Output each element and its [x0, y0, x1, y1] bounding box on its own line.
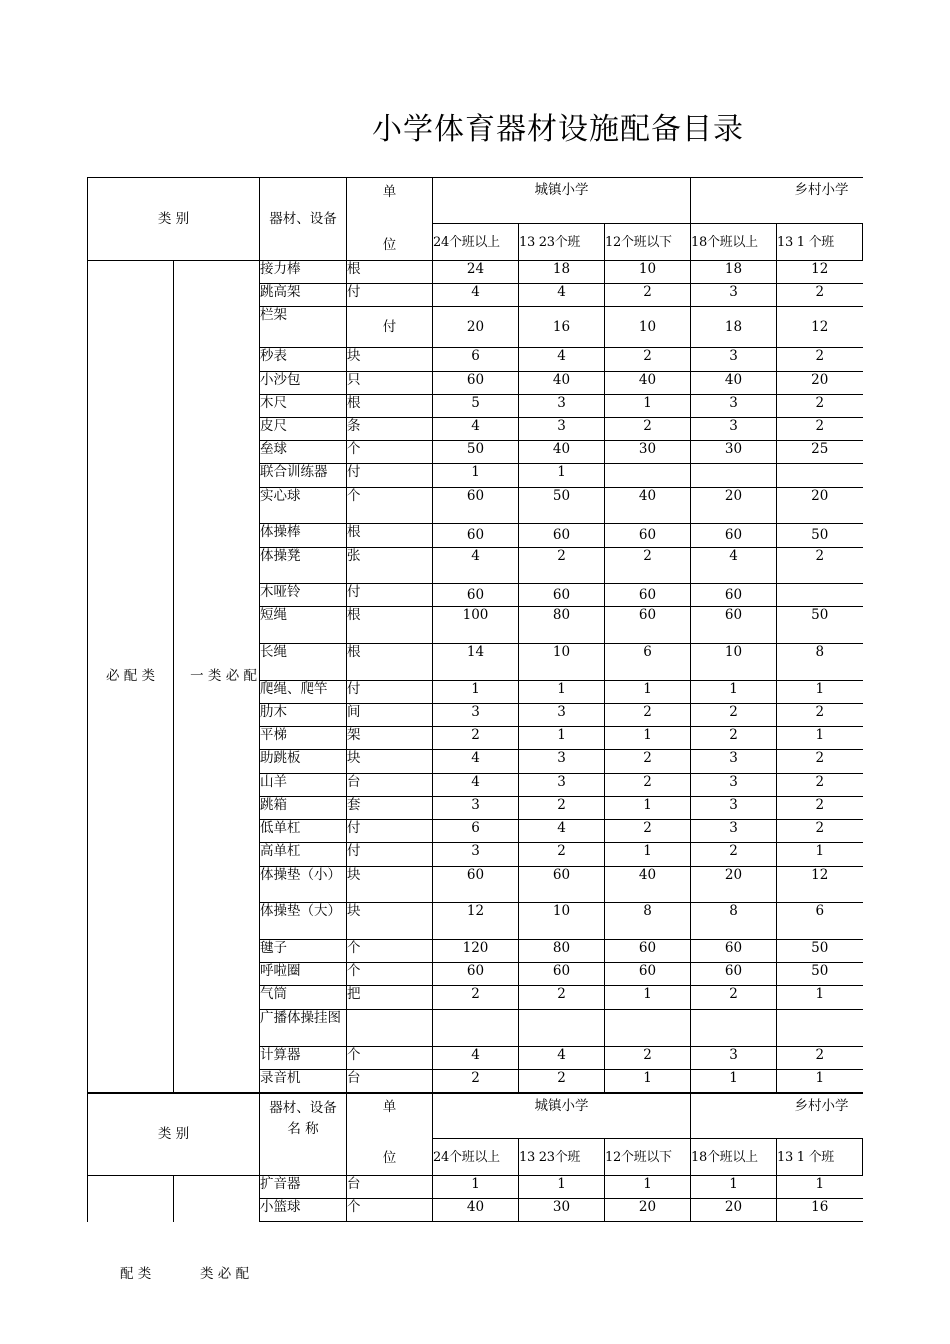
equipment-unit [347, 1010, 433, 1047]
subheader-urban-24: 24个班以上 [433, 224, 519, 261]
qty-rural-13: 12 [777, 867, 863, 903]
qty-urban-13-23: 2 [519, 1070, 605, 1093]
equipment-name: 秒表 [260, 348, 347, 372]
equipment-unit: 间 [347, 704, 433, 727]
equipment-unit: 付 [347, 284, 433, 307]
header2-equipment [260, 1094, 347, 1176]
equipment-unit: 个 [347, 963, 433, 986]
qty-urban-13-23: 1 [519, 464, 605, 488]
qty-urban-24: 2 [433, 727, 519, 750]
equipment-name: 呼啦圈 [260, 963, 347, 986]
qty-rural-18: 1 [691, 681, 777, 704]
qty-rural-18: 4 [691, 548, 777, 584]
qty-urban-12: 1 [605, 1070, 691, 1093]
qty-rural-13: 20 [777, 488, 863, 524]
qty-urban-24: 3 [433, 797, 519, 820]
category-main-cell [88, 1176, 174, 1222]
qty-urban-24: 60 [433, 488, 519, 524]
equipment-name: 广播体操挂图 [260, 1010, 347, 1047]
qty-urban-13-23: 40 [519, 372, 605, 395]
equipment-name: 扩音器 [260, 1176, 347, 1199]
qty-rural-13: 6 [777, 903, 863, 940]
qty-urban-13-23: 3 [519, 704, 605, 727]
equipment-name: 跳箱 [260, 797, 347, 820]
qty-rural-18: 3 [691, 418, 777, 441]
footer-label-right: 类 必 配 [200, 1266, 250, 1282]
header2-category: 类 别 [88, 1094, 260, 1176]
equipment-name: 接力棒 [260, 261, 347, 284]
qty-urban-24: 60 [433, 584, 519, 607]
subheader-urban-12: 12个班以下 [605, 224, 691, 261]
qty-rural-18: 3 [691, 797, 777, 820]
qty-urban-24: 4 [433, 1047, 519, 1070]
qty-urban-12: 60 [605, 940, 691, 963]
equipment-name: 短绳 [260, 607, 347, 644]
qty-urban-13-23: 2 [519, 843, 605, 867]
equipment-unit: 套 [347, 797, 433, 820]
page-title: 小学体育器材设施配备目录 [372, 112, 744, 147]
qty-rural-13: 12 [777, 307, 863, 348]
equipment-unit: 只 [347, 372, 433, 395]
qty-rural-18: 2 [691, 704, 777, 727]
equipment-name: 实心球 [260, 488, 347, 524]
qty-urban-24: 120 [433, 940, 519, 963]
qty-urban-12 [605, 1010, 691, 1047]
equipment-name: 体操棒 [260, 524, 347, 548]
qty-urban-13-23: 60 [519, 963, 605, 986]
header2-urban: 城镇小学 [433, 1094, 691, 1139]
equipment-unit: 块 [347, 348, 433, 372]
equipment-name: 木尺 [260, 395, 347, 418]
qty-urban-24: 4 [433, 548, 519, 584]
qty-rural-18: 18 [691, 307, 777, 348]
qty-rural-13: 20 [777, 372, 863, 395]
equipment-unit: 付 [347, 843, 433, 867]
equipment-name: 录音机 [260, 1070, 347, 1093]
qty-urban-12: 1 [605, 681, 691, 704]
qty-urban-24: 60 [433, 372, 519, 395]
qty-rural-13: 2 [777, 348, 863, 372]
qty-urban-12: 8 [605, 903, 691, 940]
qty-rural-13: 2 [777, 548, 863, 584]
qty-urban-13-23: 18 [519, 261, 605, 284]
qty-rural-18: 8 [691, 903, 777, 940]
qty-rural-13: 50 [777, 963, 863, 986]
equipment-unit: 个 [347, 1199, 433, 1222]
qty-rural-13: 12 [777, 261, 863, 284]
qty-urban-13-23: 3 [519, 418, 605, 441]
qty-urban-12: 2 [605, 348, 691, 372]
qty-rural-18 [691, 1010, 777, 1047]
qty-urban-12: 20 [605, 1199, 691, 1222]
qty-urban-13-23: 80 [519, 607, 605, 644]
equipment-unit: 台 [347, 1176, 433, 1199]
qty-urban-12: 1 [605, 986, 691, 1010]
qty-urban-24: 2 [433, 986, 519, 1010]
header-equipment-label: 器材、设备 [269, 210, 337, 227]
subheader2-urban-13-23: 13 23个班 [519, 1139, 605, 1176]
qty-urban-12: 1 [605, 1176, 691, 1199]
equipment-unit: 架 [347, 727, 433, 750]
qty-rural-13: 2 [777, 750, 863, 774]
qty-urban-13-23: 2 [519, 548, 605, 584]
qty-urban-12: 2 [605, 704, 691, 727]
qty-rural-18: 60 [691, 584, 777, 607]
equipment-name: 体操垫（小） [260, 867, 347, 903]
equipment-unit: 个 [347, 1047, 433, 1070]
qty-urban-13-23: 40 [519, 441, 605, 464]
qty-urban-13-23: 60 [519, 867, 605, 903]
subheader2-rural-18: 18个班以上 [691, 1139, 777, 1176]
table-row [88, 261, 863, 284]
equipment-table-continued [87, 1093, 863, 1222]
qty-urban-13-23: 4 [519, 820, 605, 843]
category-main-cell: 必 配 类 [88, 261, 174, 1093]
subheader2-urban-12: 12个班以下 [605, 1139, 691, 1176]
qty-urban-13-23: 10 [519, 903, 605, 940]
qty-urban-24 [433, 1010, 519, 1047]
qty-urban-13-23: 2 [519, 986, 605, 1010]
qty-urban-13-23: 2 [519, 797, 605, 820]
table-row [88, 1176, 863, 1199]
qty-rural-13 [777, 584, 863, 607]
qty-rural-13: 2 [777, 704, 863, 727]
qty-urban-13-23: 1 [519, 727, 605, 750]
qty-urban-24: 3 [433, 843, 519, 867]
header-category: 类 别 [88, 178, 260, 261]
equipment-table [87, 177, 863, 1093]
qty-urban-12: 60 [605, 607, 691, 644]
subheader-urban-13-23: 13 23个班 [519, 224, 605, 261]
qty-urban-24: 60 [433, 867, 519, 903]
category-sub-cell: 一 类 必 配 [174, 261, 260, 1093]
equipment-name: 长绳 [260, 644, 347, 681]
qty-urban-12 [605, 464, 691, 488]
equipment-name: 爬绳、爬竿 [260, 681, 347, 704]
qty-urban-13-23 [519, 1010, 605, 1047]
qty-rural-18: 60 [691, 963, 777, 986]
header2-unit-top: 单 [382, 1099, 397, 1115]
qty-urban-13-23: 80 [519, 940, 605, 963]
subheader2-urban-24: 24个班以上 [433, 1139, 519, 1176]
header2-rural-label: 乡村小学 [794, 1098, 849, 1114]
qty-rural-18: 60 [691, 607, 777, 644]
header-urban: 城镇小学 [433, 178, 691, 224]
qty-urban-13-23: 60 [519, 524, 605, 548]
header-unit-top: 单 [382, 184, 397, 200]
equipment-unit: 付 [347, 584, 433, 607]
qty-urban-12: 10 [605, 307, 691, 348]
qty-urban-12: 40 [605, 867, 691, 903]
qty-urban-12: 2 [605, 750, 691, 774]
qty-urban-24: 20 [433, 307, 519, 348]
qty-rural-18: 60 [691, 524, 777, 548]
qty-urban-24: 60 [433, 963, 519, 986]
qty-urban-12: 40 [605, 488, 691, 524]
qty-rural-13: 1 [777, 1070, 863, 1093]
equipment-name: 助跳板 [260, 750, 347, 774]
qty-urban-13-23: 3 [519, 395, 605, 418]
qty-urban-24: 5 [433, 395, 519, 418]
qty-rural-18: 3 [691, 820, 777, 843]
qty-urban-12: 30 [605, 441, 691, 464]
qty-urban-13-23: 50 [519, 488, 605, 524]
qty-rural-13: 50 [777, 524, 863, 548]
header-unit-bottom: 位 [382, 237, 397, 253]
qty-rural-13: 1 [777, 1176, 863, 1199]
qty-rural-18: 1 [691, 1070, 777, 1093]
qty-urban-12: 60 [605, 524, 691, 548]
equipment-name: 气筒 [260, 986, 347, 1010]
equipment-unit: 付 [347, 464, 433, 488]
qty-rural-13: 1 [777, 681, 863, 704]
qty-urban-24: 3 [433, 704, 519, 727]
qty-urban-12: 2 [605, 1047, 691, 1070]
header2-equipment-line2: 名 称 [287, 1121, 319, 1137]
qty-rural-13: 2 [777, 395, 863, 418]
qty-urban-24: 50 [433, 441, 519, 464]
equipment-unit: 个 [347, 940, 433, 963]
qty-rural-13: 2 [777, 284, 863, 307]
qty-urban-13-23: 16 [519, 307, 605, 348]
equipment-unit: 个 [347, 441, 433, 464]
qty-rural-18: 3 [691, 284, 777, 307]
header2-unit [347, 1094, 433, 1176]
qty-urban-12: 6 [605, 644, 691, 681]
qty-rural-18: 3 [691, 348, 777, 372]
qty-rural-13: 1 [777, 727, 863, 750]
qty-urban-12: 2 [605, 820, 691, 843]
qty-rural-18: 60 [691, 940, 777, 963]
qty-rural-18: 2 [691, 727, 777, 750]
qty-urban-24: 6 [433, 348, 519, 372]
equipment-unit: 块 [347, 867, 433, 903]
qty-urban-24: 40 [433, 1199, 519, 1222]
equipment-name: 木哑铃 [260, 584, 347, 607]
subheader2-rural-13: 13 1 个班 [777, 1139, 863, 1176]
equipment-unit: 条 [347, 418, 433, 441]
qty-urban-12: 1 [605, 797, 691, 820]
equipment-unit: 个 [347, 488, 433, 524]
header-rural [691, 178, 863, 224]
header-unit [347, 178, 433, 261]
qty-urban-24: 4 [433, 774, 519, 797]
equipment-unit: 根 [347, 524, 433, 548]
qty-urban-24: 60 [433, 524, 519, 548]
equipment-unit: 台 [347, 1070, 433, 1093]
qty-urban-13-23: 3 [519, 774, 605, 797]
header2-rural [691, 1094, 863, 1139]
qty-urban-24: 24 [433, 261, 519, 284]
qty-urban-12: 60 [605, 584, 691, 607]
qty-rural-18: 3 [691, 1047, 777, 1070]
qty-rural-18: 18 [691, 261, 777, 284]
qty-urban-13-23: 1 [519, 681, 605, 704]
qty-urban-12: 2 [605, 284, 691, 307]
header-rural-label: 乡村小学 [794, 182, 849, 198]
qty-rural-18: 20 [691, 1199, 777, 1222]
qty-urban-24: 100 [433, 607, 519, 644]
qty-rural-18: 2 [691, 986, 777, 1010]
qty-rural-18: 20 [691, 488, 777, 524]
qty-urban-12: 10 [605, 261, 691, 284]
equipment-name: 计算器 [260, 1047, 347, 1070]
qty-rural-18: 10 [691, 644, 777, 681]
qty-rural-13: 2 [777, 797, 863, 820]
equipment-name: 肋木 [260, 704, 347, 727]
qty-rural-13: 1 [777, 986, 863, 1010]
equipment-unit: 根 [347, 395, 433, 418]
qty-urban-24: 4 [433, 750, 519, 774]
qty-urban-12: 1 [605, 727, 691, 750]
equipment-unit: 块 [347, 903, 433, 940]
qty-urban-12: 1 [605, 395, 691, 418]
qty-urban-13-23: 1 [519, 1176, 605, 1199]
qty-rural-13: 2 [777, 1047, 863, 1070]
qty-urban-13-23: 3 [519, 750, 605, 774]
qty-urban-13-23: 10 [519, 644, 605, 681]
equipment-unit: 根 [347, 644, 433, 681]
equipment-name: 皮尺 [260, 418, 347, 441]
qty-urban-13-23: 30 [519, 1199, 605, 1222]
qty-rural-18: 20 [691, 867, 777, 903]
qty-rural-13: 50 [777, 607, 863, 644]
qty-rural-13: 25 [777, 441, 863, 464]
equipment-name: 跳高架 [260, 284, 347, 307]
qty-urban-24: 4 [433, 284, 519, 307]
qty-urban-24: 1 [433, 1176, 519, 1199]
equipment-unit: 台 [347, 774, 433, 797]
qty-rural-18: 3 [691, 750, 777, 774]
qty-urban-12: 40 [605, 372, 691, 395]
qty-urban-24: 6 [433, 820, 519, 843]
equipment-unit: 付 [347, 820, 433, 843]
equipment-name: 小沙包 [260, 372, 347, 395]
qty-rural-13: 50 [777, 940, 863, 963]
qty-rural-13 [777, 1010, 863, 1047]
qty-rural-18: 40 [691, 372, 777, 395]
qty-urban-12: 2 [605, 418, 691, 441]
equipment-unit: 块 [347, 750, 433, 774]
equipment-name: 山羊 [260, 774, 347, 797]
equipment-unit: 付 [347, 681, 433, 704]
equipment-unit: 付 [347, 307, 433, 348]
qty-rural-13: 2 [777, 820, 863, 843]
qty-urban-24: 1 [433, 464, 519, 488]
subheader-rural-18: 18个班以上 [691, 224, 777, 261]
qty-rural-13: 16 [777, 1199, 863, 1222]
equipment-name: 体操凳 [260, 548, 347, 584]
qty-rural-18: 3 [691, 395, 777, 418]
qty-rural-18 [691, 464, 777, 488]
qty-urban-13-23: 4 [519, 284, 605, 307]
equipment-name: 小篮球 [260, 1199, 347, 1222]
footer-label-left: 配 类 [120, 1266, 152, 1282]
equipment-unit: 张 [347, 548, 433, 584]
equipment-name: 栏架 [260, 307, 347, 348]
qty-rural-13: 2 [777, 774, 863, 797]
qty-urban-24: 4 [433, 418, 519, 441]
equipment-unit: 根 [347, 261, 433, 284]
qty-rural-13: 8 [777, 644, 863, 681]
qty-rural-18: 3 [691, 774, 777, 797]
qty-urban-13-23: 4 [519, 348, 605, 372]
qty-rural-13 [777, 464, 863, 488]
qty-urban-24: 1 [433, 681, 519, 704]
qty-urban-12: 60 [605, 963, 691, 986]
qty-urban-12: 2 [605, 774, 691, 797]
qty-urban-12: 2 [605, 548, 691, 584]
equipment-name: 平梯 [260, 727, 347, 750]
equipment-name: 高单杠 [260, 843, 347, 867]
qty-urban-13-23: 4 [519, 1047, 605, 1070]
equipment-name: 体操垫（大） [260, 903, 347, 940]
qty-urban-24: 14 [433, 644, 519, 681]
header2-equipment-line1: 器材、设备 [269, 1100, 337, 1116]
equipment-name: 联合训练器 [260, 464, 347, 488]
header-equipment [260, 178, 347, 261]
equipment-name: 垒球 [260, 441, 347, 464]
qty-rural-18: 1 [691, 1176, 777, 1199]
header2-unit-bottom: 位 [382, 1150, 397, 1166]
qty-urban-24: 2 [433, 1070, 519, 1093]
category-sub-cell [174, 1176, 260, 1222]
qty-rural-18: 2 [691, 843, 777, 867]
equipment-unit: 把 [347, 986, 433, 1010]
equipment-name: 毽子 [260, 940, 347, 963]
qty-urban-13-23: 60 [519, 584, 605, 607]
qty-urban-24: 12 [433, 903, 519, 940]
qty-rural-13: 2 [777, 418, 863, 441]
equipment-name: 低单杠 [260, 820, 347, 843]
qty-rural-18: 30 [691, 441, 777, 464]
equipment-unit: 根 [347, 607, 433, 644]
qty-urban-12: 1 [605, 843, 691, 867]
qty-rural-13: 1 [777, 843, 863, 867]
subheader-rural-13: 13 1 个班 [777, 224, 863, 261]
